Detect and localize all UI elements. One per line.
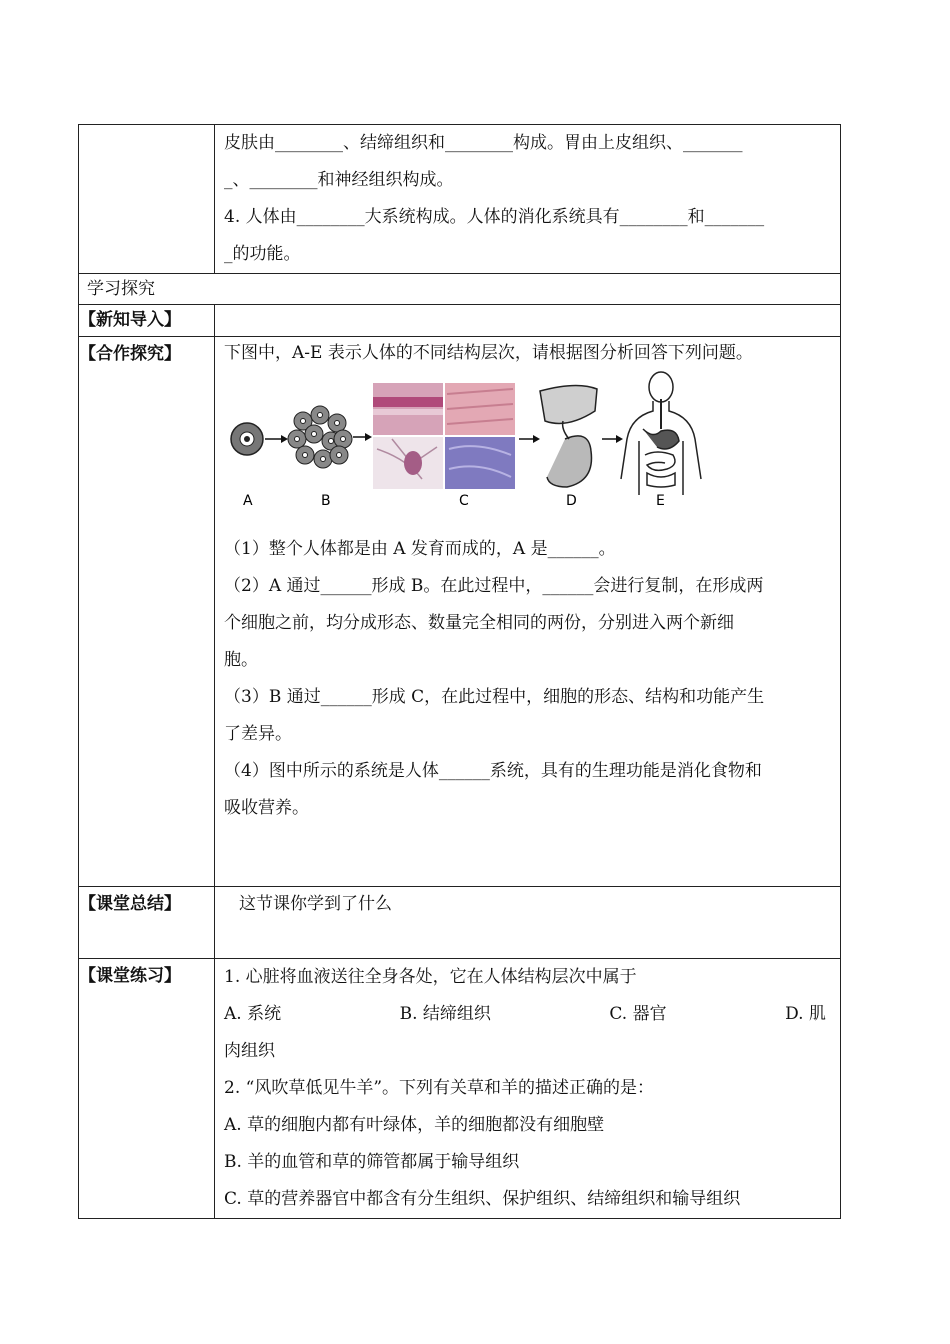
structure-levels-figure — [217, 369, 840, 529]
question-2-cont: 个细胞之前，均分成形态、数量完全相同的两份，分别进入两个新细 — [224, 613, 734, 633]
question-2-cont: 胞。 — [224, 650, 258, 670]
section-title: 学习探究 — [79, 274, 841, 305]
text-line: 4. 人体由________大系统构成。人体的消化系统具有________和_______ — [224, 207, 765, 227]
structure-levels-diagram — [217, 369, 717, 529]
question-3-cont: 了差异。 — [224, 724, 292, 744]
tissue-images — [373, 383, 515, 489]
option-d-cont: 肉组织 — [224, 1041, 275, 1061]
arrow-icon — [602, 435, 623, 443]
xinzhi-content[interactable] — [215, 305, 841, 337]
text-line: _的功能。 — [224, 244, 301, 264]
arrow-icon — [353, 433, 372, 441]
worksheet-table — [78, 124, 841, 1219]
arrow-icon — [265, 435, 288, 443]
cell-icon — [231, 423, 263, 455]
label-e: E — [656, 493, 665, 509]
text-line: _、________和神经组织构成。 — [224, 170, 454, 190]
previous-questions-row — [79, 125, 841, 274]
previous-questions-cell — [215, 125, 841, 274]
section-row — [79, 274, 841, 305]
label-d: D — [566, 493, 577, 509]
option-c: C. 器官 — [609, 1004, 667, 1024]
exercise-2: 2. “风吹草低见牛羊”。下列有关草和羊的描述正确的是： — [224, 1078, 655, 1098]
exercise-2-option-a: A. 草的细胞内都有叶绿体，羊的细胞都没有细胞壁 — [224, 1115, 605, 1135]
xinzhi-label: 【新知导入】 — [79, 305, 215, 337]
zongjie-row — [79, 887, 841, 959]
xinzhi-row — [79, 305, 841, 337]
question-4: （4）图中所示的系统是人体______系统，具有的生理功能是消化食物和 — [224, 761, 762, 781]
cell-cluster-icon — [288, 406, 352, 468]
question-1: （1）整个人体都是由 A 发育而成的，A 是______。 — [224, 539, 616, 559]
organ-icon — [540, 385, 597, 487]
zongjie-label: 【课堂总结】 — [79, 887, 215, 959]
digestive-system-icon — [621, 372, 701, 495]
empty-label-cell — [79, 125, 215, 274]
question-2: （2）A 通过______形成 B。在此过程中，______会进行复制，在形成两 — [224, 576, 764, 596]
lianxi-content — [215, 959, 841, 1219]
exercise-1: 1. 心脏将血液送往全身各处，它在人体结构层次中属于 — [224, 967, 637, 987]
hezuo-intro: 下图中，A-E 表示人体的不同结构层次，请根据图分析回答下列问题。 — [224, 343, 753, 363]
zongjie-content[interactable] — [215, 887, 841, 959]
question-4-cont: 吸收营养。 — [224, 798, 309, 818]
exercise-2-option-b: B. 羊的血管和草的筛管都属于输导组织 — [224, 1152, 520, 1172]
hezuo-label: 【合作探究】 — [79, 337, 215, 887]
exercise-1-options — [224, 996, 834, 1033]
hezuo-row — [79, 337, 841, 887]
option-d: D. 肌 — [785, 1004, 826, 1024]
lianxi-row — [79, 959, 841, 1219]
label-a: A — [243, 493, 253, 509]
question-3: （3）B 通过______形成 C，在此过程中，细胞的形态、结构和功能产生 — [224, 687, 765, 707]
option-b: B. 结缔组织 — [399, 1004, 491, 1024]
label-b: B — [321, 493, 331, 509]
lianxi-label: 【课堂练习】 — [79, 959, 215, 1219]
zongjie-text: 这节课你学到了什么 — [239, 894, 392, 914]
exercise-2-option-c: C. 草的营养器官中都含有分生组织、保护组织、结缔组织和输导组织 — [224, 1189, 741, 1209]
text-line: 皮肤由________、结缔组织和________构成。胃由上皮组织、_______ — [224, 133, 743, 153]
label-c: C — [459, 493, 469, 509]
arrow-icon — [519, 435, 540, 443]
option-a: A. 系统 — [224, 1004, 282, 1024]
hezuo-content — [215, 337, 841, 887]
